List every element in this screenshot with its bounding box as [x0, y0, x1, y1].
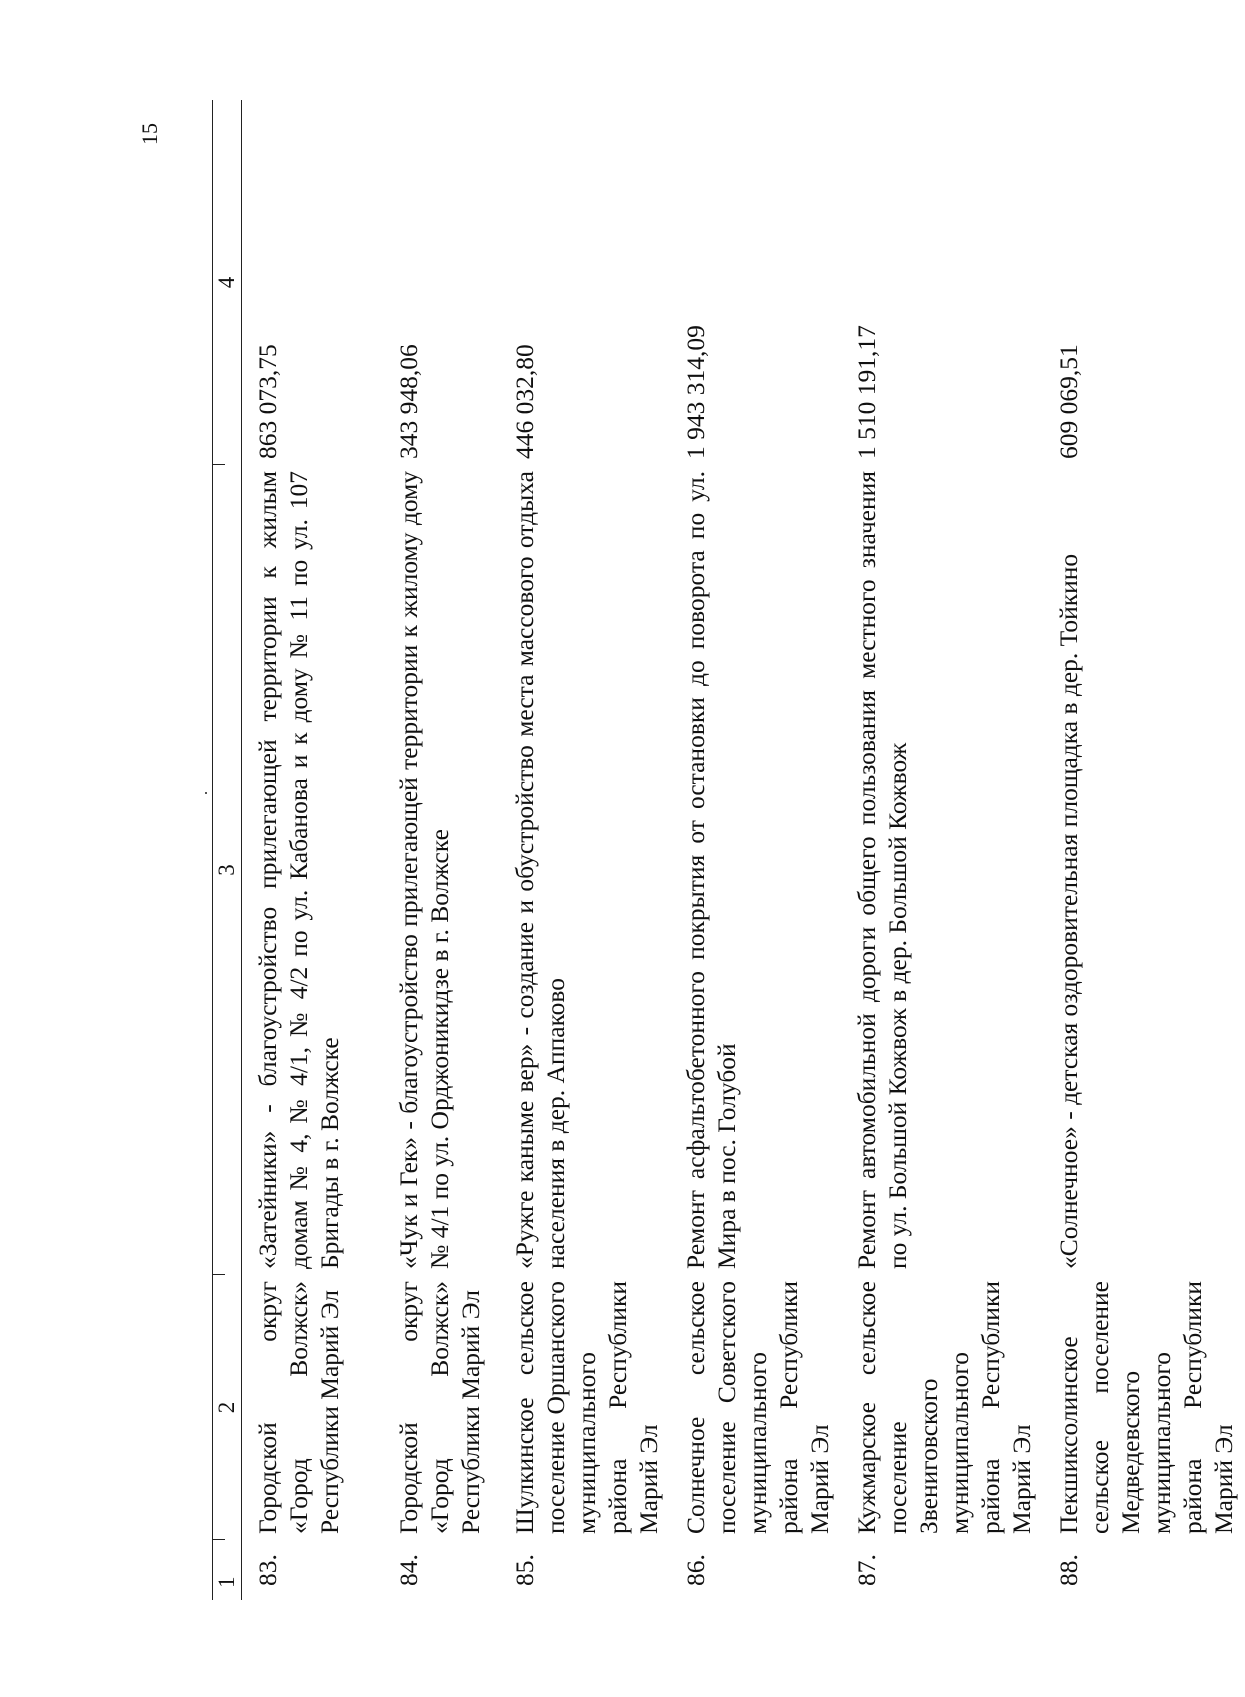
- row-number: 86.: [681, 1554, 710, 1586]
- project-cell: «Солнечное» - детская оздоровительная площадка в дер. Тойкино: [1054, 553, 1083, 1269]
- project-cell: «Затейники» - благоустройство прилегающей территории к жилым домам № 4, № 4/1, № 4/2 по ул. Кабанова и к дому № 11 по ул. 107 Бригады в г. Волжске: [253, 471, 344, 1269]
- amount-cell: 609 069,51: [1054, 344, 1083, 459]
- recipient-cell: Солнечное сельское поселение Советского муниципального района Республики Марий Эл: [681, 1281, 834, 1534]
- stray-dot: [205, 792, 207, 794]
- row-number: 88.: [1054, 1554, 1083, 1586]
- amount-cell: 1 510 191,17: [852, 325, 881, 459]
- table-row: [242, 100, 384, 1600]
- project-cell: Ремонт асфальтобетонного покрытия от остановки до поворота по ул. Мира в пос. Голубой: [681, 471, 741, 1269]
- amount-cell: 1 943 314,09: [681, 325, 710, 459]
- page-number: 15: [137, 123, 162, 145]
- recipient-cell: Городской округ «Город Волжск» Республики Марий Эл: [253, 1281, 344, 1534]
- subsidy-table: [212, 100, 1245, 1600]
- recipient-cell: Пекшиксолинское сельское поселение Медведевского муниципального района Республики Марий Эл: [1054, 1281, 1238, 1534]
- row-number: 85.: [510, 1554, 539, 1586]
- rotated-table-frame: [212, 100, 1238, 1600]
- amount-cell: 446 032,80: [510, 344, 539, 459]
- recipient-cell: Шулкинское сельское поселение Оршанского муниципального района Республики Марий Эл: [510, 1281, 663, 1534]
- project-cell: Ремонт автомобильной дороги общего пользования местного значения по ул. Большой Кожвож в дер. Большой Кожвож: [852, 471, 912, 1269]
- amount-cell: 343 948,06: [394, 344, 423, 459]
- column-header-4: 4: [213, 100, 242, 465]
- row-number: 83.: [253, 1554, 282, 1586]
- column-header-1: 1: [213, 1540, 242, 1600]
- header-row: [213, 100, 242, 1600]
- column-header-3: 3: [213, 465, 242, 1275]
- table-row: [670, 100, 841, 1600]
- row-number: 87.: [852, 1554, 881, 1586]
- project-cell: «Чук и Гек» - благоустройство прилегающей территории к жилому дому № 4/1 по ул. Орджоникидзе в г. Волжске: [394, 471, 454, 1269]
- project-cell: «Ружге каныме вер» - создание и обустройство места массового отдыха населения в дер. Аппаково: [510, 471, 570, 1269]
- column-header-2: 2: [213, 1275, 242, 1540]
- table-row: [1043, 100, 1245, 1600]
- table-row: [841, 100, 1043, 1600]
- table-row: [383, 100, 499, 1600]
- recipient-cell: Городской округ «Город Волжск» Республики Марий Эл: [394, 1281, 485, 1534]
- row-number: 84.: [394, 1554, 423, 1586]
- table-row: [499, 100, 670, 1600]
- amount-cell: 863 073,75: [253, 344, 282, 459]
- recipient-cell: Кужмарское сельское поселение Звениговского муниципального района Республики Марий Эл: [852, 1281, 1036, 1534]
